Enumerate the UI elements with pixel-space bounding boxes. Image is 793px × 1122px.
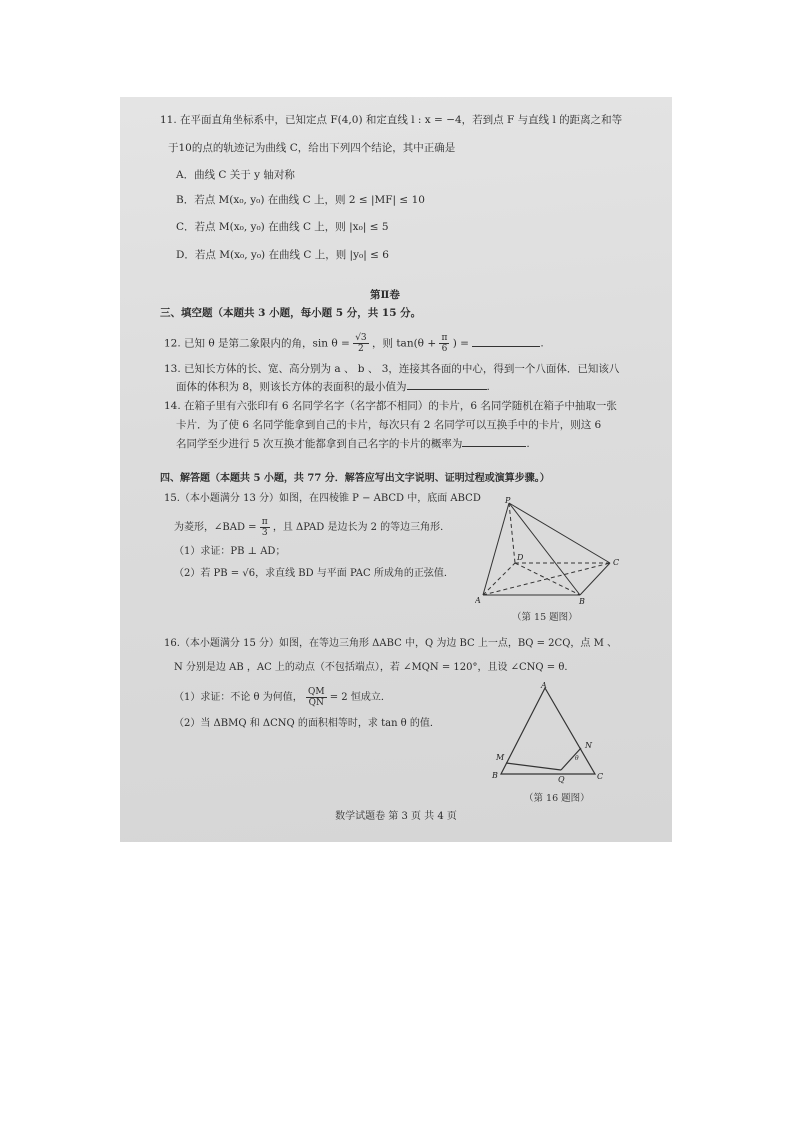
label-m: M [496, 753, 505, 762]
label-q: Q [558, 775, 565, 784]
part2-title: 第Ⅱ卷 [370, 289, 400, 301]
q15-line1: 15.（本小题满分 13 分）如图，在四棱锥 P − ABCD 中，底面 ABCD [164, 493, 481, 504]
q13-answer-blank [407, 388, 487, 390]
q15-pyramid-figure [475, 495, 635, 607]
q12-fraction-sin [353, 333, 368, 354]
q16-frac-den: QN [308, 698, 324, 708]
q16-line1: 16.（本小题满分 15 分）如图，在等边三角形 ΔABC 中，Q 为边 BC 上一点，BQ = 2CQ，点 M 、 [164, 638, 617, 649]
q14-end: . [526, 438, 530, 450]
label-d: D [517, 553, 524, 562]
q14-line3-text: 名同学至少进行 5 次互换才能都拿到自己名字的卡片的概率为 [176, 438, 463, 450]
q13-line2 [176, 381, 490, 394]
q12-frac-num: √3 [355, 333, 367, 343]
label-c: C [613, 558, 620, 567]
q16-caption: （第 16 题图） [524, 793, 590, 804]
q16-part1 [174, 687, 391, 708]
q15-frac-den: 3 [261, 528, 268, 538]
q12-post: ) = [452, 337, 469, 350]
section4-heading: 四、解答题（本题共 5 小题，共 77 分．解答应写出文字说明、证明过程或演算步骤。） [160, 473, 550, 484]
label-b: B [579, 597, 585, 606]
q16-part2: （2）当 ΔBMQ 和 ΔCNQ 的面积相等时，求 tan θ 的值． [174, 718, 440, 729]
page-footer: 数学试题卷 第 3 页 共 4 页 [335, 811, 457, 822]
q12-frac2-den: 6 [441, 344, 448, 354]
scanned-page-photo [120, 97, 672, 842]
q14-line1: 14. 在箱子里有六张印有 6 名同学名字（名字都不相同）的卡片，6 名同学随机在箱子中抽取一张 [164, 400, 617, 412]
label-c: C [597, 772, 604, 781]
q12-answer-blank [472, 345, 540, 347]
q13-end: . [486, 381, 490, 393]
triangle-abc [501, 688, 595, 774]
label-a: A [541, 682, 547, 690]
segment-mq [506, 763, 561, 770]
q16-triangle-figure [488, 682, 608, 787]
edge-bc [580, 563, 610, 595]
q15-line2 [174, 517, 450, 538]
q14-line3 [176, 438, 530, 451]
q12-mid: ，则 tan(θ + [372, 337, 437, 350]
label-theta: θ [575, 755, 579, 762]
q15-frac-num: π [261, 517, 268, 527]
q15-part2: （2）若 PB = √6，求直线 BD 与平面 PAC 所成角的正弦值． [174, 568, 454, 579]
q11-option-d: D．若点 M(x₀, y₀) 在曲线 C 上，则 |y₀| ≤ 6 [176, 249, 389, 261]
edge-pa [483, 503, 509, 595]
q12-pre: 12. 已知 θ 是第二象限内的角，sin θ = [164, 337, 350, 350]
q12-line [164, 333, 544, 354]
q11-option-a: A．曲线 C 关于 y 轴对称 [176, 169, 295, 181]
label-b: B [492, 771, 498, 780]
q11-stem-line2: 于10的点的轨迹记为曲线 C，给出下列四个结论，其中正确是 [168, 142, 456, 154]
edge-pc [509, 503, 610, 563]
q13-line2-text: 面体的体积为 8，则该长方体的表面积的最小值为 [176, 381, 407, 393]
q16-line2: N 分别是边 AB ，AC 上的动点（不包括端点），若 ∠MQN = 120°，且设 ∠CNQ = θ． [174, 662, 575, 673]
q15-line2a: 为菱形，∠BAD = [174, 522, 257, 533]
q16-frac-num: QM [307, 687, 325, 697]
q14-line2: 卡片．为了使 6 名同学能拿到自己的卡片，每次只有 2 名同学可以互换手中的卡片，则这 6 [176, 419, 602, 431]
label-n: N [585, 741, 592, 750]
edge-pd [509, 503, 515, 563]
q11-option-b: B．若点 M(x₀, y₀) 在曲线 C 上，则 2 ≤ |MF| ≤ 10 [176, 194, 425, 206]
q16-fraction [306, 687, 327, 708]
q12-fraction-pi [439, 333, 449, 354]
q16-part1a: （1）求证：不论 θ 为何值， [174, 692, 303, 703]
edge-pb [509, 503, 580, 595]
q14-answer-blank [462, 445, 526, 447]
q15-caption: （第 15 题图） [512, 612, 578, 623]
q12-end: . [540, 337, 544, 350]
q12-frac2-num: π [441, 333, 448, 343]
label-a: A [475, 596, 481, 605]
q16-part1b: = 2 恒成立． [329, 692, 391, 703]
q15-line2b: ，且 ΔPAD 是边长为 2 的等边三角形． [272, 522, 451, 533]
q11-stem-line1: 11. 在平面直角坐标系中，已知定点 F(4,0) 和定直线 l : x = −4，若到点 F 与直线 l 的距离之和等 [160, 114, 623, 126]
q15-fraction [260, 517, 270, 538]
q15-part1: （1）求证：PB ⊥ AD； [174, 546, 286, 557]
diagonal-bd [515, 563, 580, 595]
q12-frac-den: 2 [358, 344, 364, 354]
label-p: P [505, 496, 511, 505]
section3-heading: 三、填空题（本题共 3 小题，每小题 5 分，共 15 分。 [160, 307, 422, 319]
q11-option-c: C．若点 M(x₀, y₀) 在曲线 C 上，则 |x₀| ≤ 5 [176, 221, 389, 233]
q13-line1: 13. 已知长方体的长、宽、高分别为 a 、 b 、 3，连接其各面的中心，得到一个八面体．已知该八 [164, 363, 620, 375]
